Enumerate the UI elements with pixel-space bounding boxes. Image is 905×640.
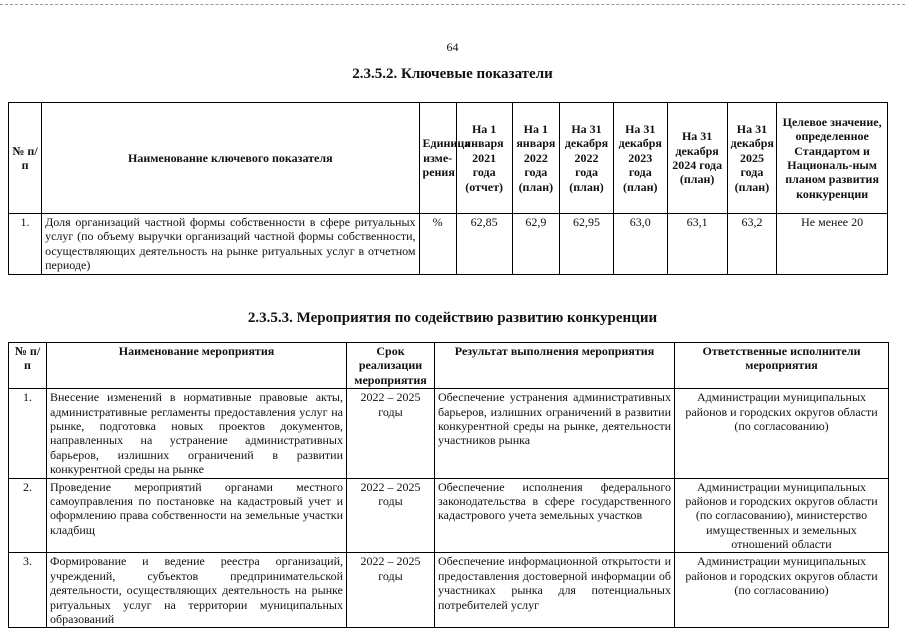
row-num: 3. bbox=[9, 553, 47, 628]
page-number: 64 bbox=[446, 40, 459, 54]
value-dec-2023: 63,0 bbox=[613, 214, 667, 275]
measures-header-row bbox=[9, 343, 889, 389]
top-scan-edge bbox=[0, 4, 905, 5]
col-header-dec-2022: На 31 декабря 2022 года (план) bbox=[560, 103, 614, 214]
table-row bbox=[9, 553, 889, 628]
col-header-unit: Единица изме-рения bbox=[419, 103, 456, 214]
row-num: 1. bbox=[9, 214, 42, 275]
col-header-num: № п/п bbox=[9, 103, 42, 214]
value-dec-2024: 63,1 bbox=[667, 214, 727, 275]
measure-responsible: Администрации муниципальных районов и городских округов области (по согласованию), министерство имущественных и земельных отношений области bbox=[675, 478, 889, 553]
col-header-dec-2024: На 31 декабря 2024 года (план) bbox=[667, 103, 727, 214]
section-title-measures: 2.3.5.3. Мероприятия по содействию развитию конкуренции bbox=[247, 310, 658, 326]
measure-name: Проведение мероприятий органами местного самоуправления по постановке на кадастровый учет и оформлению права собственности на земельные участки кладбищ bbox=[47, 478, 347, 553]
col-header-dec-2025: На 31 декабря 2025 года (план) bbox=[727, 103, 777, 214]
measure-result: Обеспечение информационной открытости и предоставления достоверной информации об участниках рынка для потенциальных потребителей услуг bbox=[435, 553, 675, 628]
measure-result: Обеспечение исполнения федерального законодательства в сфере государственного кадастрового учета земельных участков bbox=[435, 478, 675, 553]
value-jan-2021: 62,85 bbox=[456, 214, 512, 275]
row-num: 2. bbox=[9, 478, 47, 553]
value-jan-2022: 62,9 bbox=[512, 214, 560, 275]
col-header-dec-2023: На 31 декабря 2023 года (план) bbox=[613, 103, 667, 214]
indicator-unit: % bbox=[419, 214, 456, 275]
measure-responsible: Администрации муниципальных районов и городских округов области (по согласованию) bbox=[675, 389, 889, 478]
key-indicators-header-row bbox=[9, 103, 888, 214]
measure-name: Внесение изменений в нормативные правовые акты, административные регламенты предоставления услуг на рынке, подготовка новых проектов документов, направленных на устранение административных барьеров, излишних ограничений в развитии конкурентной среды на рынке bbox=[47, 389, 347, 478]
value-dec-2022: 62,95 bbox=[560, 214, 614, 275]
measure-responsible: Администрации муниципальных районов и городских округов области (по согласованию) bbox=[675, 553, 889, 628]
section-title-key-indicators: 2.3.5.2. Ключевые показатели bbox=[352, 66, 553, 82]
indicator-name: Доля организаций частной формы собственности в сфере ритуальных услуг (по объему выручки организаций частной формы собственности, осуществляющих деятельность на рынке ритуальных услуг в отчетном периоде) bbox=[42, 214, 419, 275]
table-row bbox=[9, 389, 889, 478]
col-header-measure-name: Наименование мероприятия bbox=[47, 343, 347, 389]
measure-term: 2022 – 2025 годы bbox=[347, 389, 435, 478]
measure-term: 2022 – 2025 годы bbox=[347, 553, 435, 628]
table-row bbox=[9, 478, 889, 553]
col-header-jan-2022: На 1 января 2022 года (план) bbox=[512, 103, 560, 214]
col-header-jan-2021: На 1 января 2021 года (отчет) bbox=[456, 103, 512, 214]
key-indicators-table bbox=[8, 102, 888, 275]
row-num: 1. bbox=[9, 389, 47, 478]
measures-table bbox=[8, 342, 889, 628]
target-value: Не менее 20 bbox=[777, 214, 888, 275]
col-header-indicator-name: Наименование ключевого показателя bbox=[42, 103, 419, 214]
measure-term: 2022 – 2025 годы bbox=[347, 478, 435, 553]
value-dec-2025: 63,2 bbox=[727, 214, 777, 275]
col-header-num: № п/п bbox=[9, 343, 47, 389]
table-row bbox=[9, 214, 888, 275]
col-header-result: Результат выполнения мероприятия bbox=[435, 343, 675, 389]
col-header-responsible: Ответственные исполнители мероприятия bbox=[675, 343, 889, 389]
col-header-term: Срок реализации мероприятия bbox=[347, 343, 435, 389]
measure-name: Формирование и ведение реестра организаций, учреждений, субъектов предпринимательской деятельности, осуществляющих деятельность на рынке ритуальных услуг на территории муниципальных образований bbox=[47, 553, 347, 628]
measure-result: Обеспечение устранения административных барьеров, излишних ограничений в развитии конкурентной среды на рынке, деятельности участников рынка bbox=[435, 389, 675, 478]
col-header-target: Целевое значение, определенное Стандартом и Националь-ным планом развития конкуренции bbox=[777, 103, 888, 214]
